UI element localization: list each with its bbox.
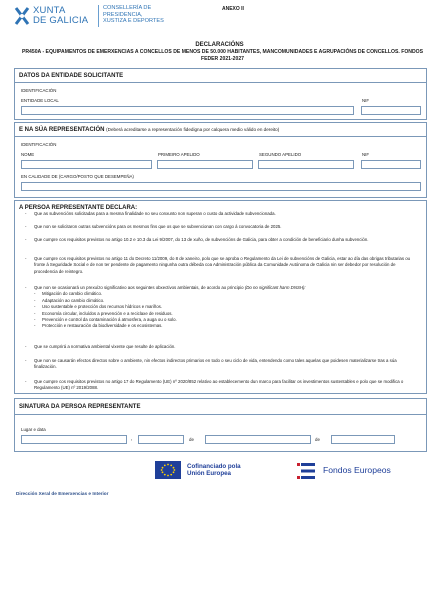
comma: , (131, 436, 133, 442)
rep-first-surname-label: PRIMEIRO APELIDO (158, 152, 200, 157)
signature-title: SINATURA DA PERSOA REPRESENTANTE (19, 404, 141, 410)
rep-name-label: NOME (21, 152, 35, 157)
local-entity-field[interactable] (21, 106, 354, 115)
procedure-title: PR450A - EQUIPAMENTOS DE EMERXENCIAS A CONCELLOS DE MENOS DE 50.000 HABITANTES, MANCOMUNIDADES E AGRUPACIÓNS DE CONCELLOS. FONDOS FEDER 2021-2027 (21, 49, 424, 63)
signature-year-field[interactable] (331, 435, 395, 444)
de-label: de (315, 437, 320, 442)
signature-place-field[interactable] (21, 435, 127, 444)
department-line1: CONSELLERÍA DE (103, 5, 152, 11)
xunta-logo-icon (14, 6, 30, 26)
declaration-item: - Que cumpre cos requisitos previstos no artigo 17 do Regulamento (UE) nº 2020/852 relativo ao establecemento dun marco para facilitar os investimentos sustentables e polo que se modifica o Regulamento (UE) nº 2019/2088. (25, 379, 404, 391)
department-line3: XUSTIZA E DEPORTES (103, 18, 164, 25)
rep-position-label: EN CALIDADE DE (CARGO/POSTO QUE DESEMPEÑA) (21, 174, 134, 179)
org-name-line2: DE GALICIA (33, 14, 89, 26)
dnsh-objective: - Prevención e control da contaminación á atmosfera, a auga ou o solo. (34, 316, 177, 322)
annex-label: ANEXO II (222, 6, 244, 12)
representation-note: (Deberá acreditarse a representación fidedigna por calquera medio válido en dereito) (106, 127, 280, 132)
declaration-item: - Que cumpre cos requisitos previstos no artigo 11 do Decreto 11/2009, do 8 de xaneiro, polo que se aproba o Regulamento da Lei de subvencións de Galicia, estar ao día das obrigas tributarias ou fronte á Seguridade Social e de non ter pendente de pagamento ningunha outra débeda coa Administración pública da Comunidade Autónoma de Galicia nin ser debedor por resolución de procedencia de reintegro. (25, 256, 411, 274)
document-title: DECLARACIÓNS (195, 42, 244, 48)
entity-identification-label: IDENTIFICACIÓN (21, 88, 57, 93)
org-name (33, 6, 88, 25)
entity-nif-label: NIF (362, 98, 370, 103)
department-line2: PRESIDENCIA, (103, 11, 143, 18)
european-funds-text: Fondos Europeos (323, 465, 391, 475)
eu-line2: Unión Europea (187, 470, 232, 478)
rep-second-surname-field[interactable] (258, 160, 354, 169)
rep-identification-label: IDENTIFICACIÓN (21, 142, 57, 147)
rep-nif-field[interactable] (361, 160, 421, 169)
dnsh-note: (Do no significant harm DNSH): (244, 285, 306, 290)
dnsh-objective: - Economía circular, incluídos a prevención e a reciclaxe de residuos. (34, 310, 173, 316)
eu-cofinanced-text (187, 463, 241, 477)
divider (15, 136, 426, 137)
declaration-item-dnsh: - Que non se ocasionará un prexuízo significativo aos seguintes obxectivos ambientais, de acordo ao principio (Do no significant harm DNSH): - Mitigación do cambio climático. - Adaptación ao cambio climático. - Uso sustentable e protección dos recursos hídricos e mariños. - Economía circular, incluídos a prevención e a reciclaxe de residuos. - Prevención e control da contaminación á atmosfera, a auga ou o solo. - Protección e restauración da biodiversidade e os ecosistemas. (25, 285, 420, 330)
representation-section (14, 122, 427, 198)
directorate-name: Dirección Xeral de Emerxencias e Interior (16, 491, 109, 496)
european-funds-logo-icon (295, 461, 319, 481)
declaration-item: - Que non se causarán efectos directos sobre o ambiente, nin efectos indirectos primarios en todo o seu ciclo de vida, entendendo como tales aquelas que poidesen materializarse tras a súa finalización. (25, 358, 397, 370)
place-date-label: Lugar e data (21, 427, 46, 432)
dnsh-objective: - Adaptación ao cambio climático. (34, 297, 105, 303)
representation-section-title (19, 127, 279, 133)
declaration-item: - Que non se solicitaron outras subvencións para os mesmos fins que os que se subvencionan con cargo á convocatoria de 2025. (25, 224, 282, 229)
rep-name-field[interactable] (21, 160, 152, 169)
org-name-line1: XUNTA (33, 5, 66, 16)
representation-title: E NA SÚA REPRESENTACIÓN (19, 127, 105, 133)
divider (15, 414, 426, 415)
rep-position-field[interactable] (21, 182, 421, 191)
logo-divider (98, 5, 99, 27)
declaration-item: - Que se cumprirá a normativa ambiental vixente que resulte de aplicación. (25, 344, 176, 349)
divider (15, 82, 426, 83)
signature-month-field[interactable] (205, 435, 311, 444)
rep-first-surname-field[interactable] (157, 160, 253, 169)
declaration-item: - Que cumpre cos requisitos previstos no artigo 10.2 e 10.3 da Lei 9/2007, do 13 de xuño, de subvencións de Galicia, para obter a condición de beneficiario dunha subvención. (25, 237, 369, 242)
entity-section (14, 68, 427, 120)
eu-flag-icon (155, 461, 181, 479)
de-label: de (189, 437, 194, 442)
dnsh-objectives (34, 291, 420, 329)
declaration-section (14, 200, 427, 394)
eu-line1: Cofinanciado pola (187, 463, 241, 470)
rep-second-surname-label: SEGUNDO APELIDO (259, 152, 302, 157)
department-name (103, 5, 164, 25)
declaration-item: - Que as subvencións solicitadas para a mesma finalidade no seu conxunto non superan o custo da actividade subvencionada. (25, 211, 276, 216)
dnsh-objective: - Protección e restauración da biodiversidade e os ecosistemas. (34, 323, 163, 329)
signature-section (14, 398, 427, 452)
entity-nif-field[interactable] (361, 106, 421, 115)
local-entity-label: ENTIDADE LOCAL (21, 98, 59, 103)
signature-day-field[interactable] (138, 435, 184, 444)
rep-nif-label: NIF (362, 152, 370, 157)
dnsh-objective: - Mitigación do cambio climático. (34, 291, 103, 297)
declaration-title: A PERSOA REPRESENTANTE DECLARA: (19, 205, 138, 211)
dnsh-objective: - Uso sustentable e protección dos recursos hídricos e mariños. (34, 304, 162, 310)
entity-section-title: DATOS DA ENTIDADE SOLICITANTE (19, 73, 124, 79)
